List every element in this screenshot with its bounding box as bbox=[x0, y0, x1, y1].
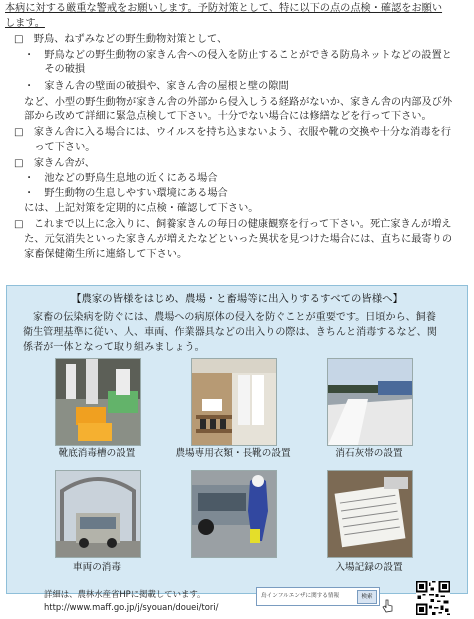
notice-line: □ 家きん舎に入る場合には、ウイルスを持ち込まないよう、衣服や靴の交換や十分な消毒を行 bbox=[14, 127, 451, 138]
farm-clothing-photo bbox=[191, 358, 277, 446]
vehicle-disinfection-photo bbox=[55, 470, 141, 558]
info-box-body-line: 家畜の伝染病を防ぐには、農場への病原体の侵入を防ぐことが重要です。日頃から、飼養 bbox=[33, 312, 436, 323]
notice-line: など、小型の野生動物が家きん舎の外部から侵入しうる経路がないか、家きん舎の内部及び外 bbox=[14, 97, 453, 108]
photo-caption: 靴底消毒槽の設置 bbox=[58, 448, 136, 459]
notice-line: って下さい。 bbox=[14, 142, 96, 153]
photo-caption: 消石灰帯の設置 bbox=[335, 448, 403, 459]
notice-line: 本病に対する厳重な警戒をお願いします。予防対策として、特に以下の点の点検・確認をお願い bbox=[5, 3, 443, 14]
search-button[interactable]: 検索 bbox=[357, 590, 377, 604]
notice-line: □ 家きん舎が、 bbox=[14, 158, 95, 169]
notice-line: た、元気消失といった家きんが増えたなどといった異状を見つけた場合には、直ちに最寄りの bbox=[14, 234, 453, 245]
notice-line: ・ 池などの野鳥生息地の近くにある場合 bbox=[24, 173, 218, 184]
search-input[interactable]: 鳥インフルエンザに関する情報 bbox=[261, 593, 340, 599]
notice-line: ・ 野鳥などの野生動物の家きん舎への侵入を防止することができる防鳥ネットなどの設置と bbox=[24, 50, 452, 61]
boot-disinfection-photo bbox=[55, 358, 141, 446]
qr-code-icon[interactable] bbox=[416, 581, 450, 615]
info-box-title: 【農家の皆様をはじめ、農場・と畜場等に出入りするすべての皆様へ】 bbox=[71, 293, 403, 305]
slaked-lime-belt-photo bbox=[327, 358, 413, 446]
info-box-body-line: 係者が一体となって取り組みましょう。 bbox=[23, 342, 205, 353]
footer-text: 詳細は、農林水産省HPに掲載しています。 bbox=[44, 589, 206, 599]
notice-line: します。 bbox=[5, 18, 45, 29]
notice-line: には、上記対策を定期的に点検・確認して下さい。 bbox=[14, 203, 259, 214]
entry-record-photo bbox=[327, 470, 413, 558]
info-box bbox=[6, 285, 468, 594]
spray-disinfection-photo bbox=[191, 470, 277, 558]
notice-line: ・ 家きん舎の壁面の破損や、家きん舎の屋根と壁の隙間 bbox=[24, 81, 289, 92]
notice-line: その破損 bbox=[24, 64, 86, 75]
photo-caption: 車両の消毒 bbox=[73, 562, 121, 573]
search-box[interactable] bbox=[256, 587, 380, 606]
footer-url[interactable]: http://www.maff.go.jp/j/syouan/douei/tori/ bbox=[44, 602, 219, 612]
notice-line: □ これまで以上に念入りに、飼養家きんの毎日の健康観察を行って下さい。死亡家きんが増え bbox=[14, 219, 452, 230]
notice-line: 部から改めて詳細に緊急点検して下さい。十分でない場合には修繕などを行って下さい。 bbox=[14, 111, 432, 122]
photo-caption: 農場専用衣類・長靴の設置 bbox=[175, 448, 291, 459]
photo-caption: 入場記録の設置 bbox=[335, 562, 403, 573]
info-box-body-line: 衛生管理基準に従い、人、車両、作業器具などの出入りの際は、きちんと消毒するなど、関 bbox=[23, 327, 437, 338]
notice-line: □ 野鳥、ねずみなどの野生動物対策として、 bbox=[14, 34, 228, 45]
notice-line: 家畜保健衛生所に連絡して下さい。 bbox=[14, 249, 188, 260]
cursor-hand-icon bbox=[382, 598, 394, 617]
notice-line: ・ 野生動物の生息しやすい環境にある場合 bbox=[24, 188, 228, 199]
